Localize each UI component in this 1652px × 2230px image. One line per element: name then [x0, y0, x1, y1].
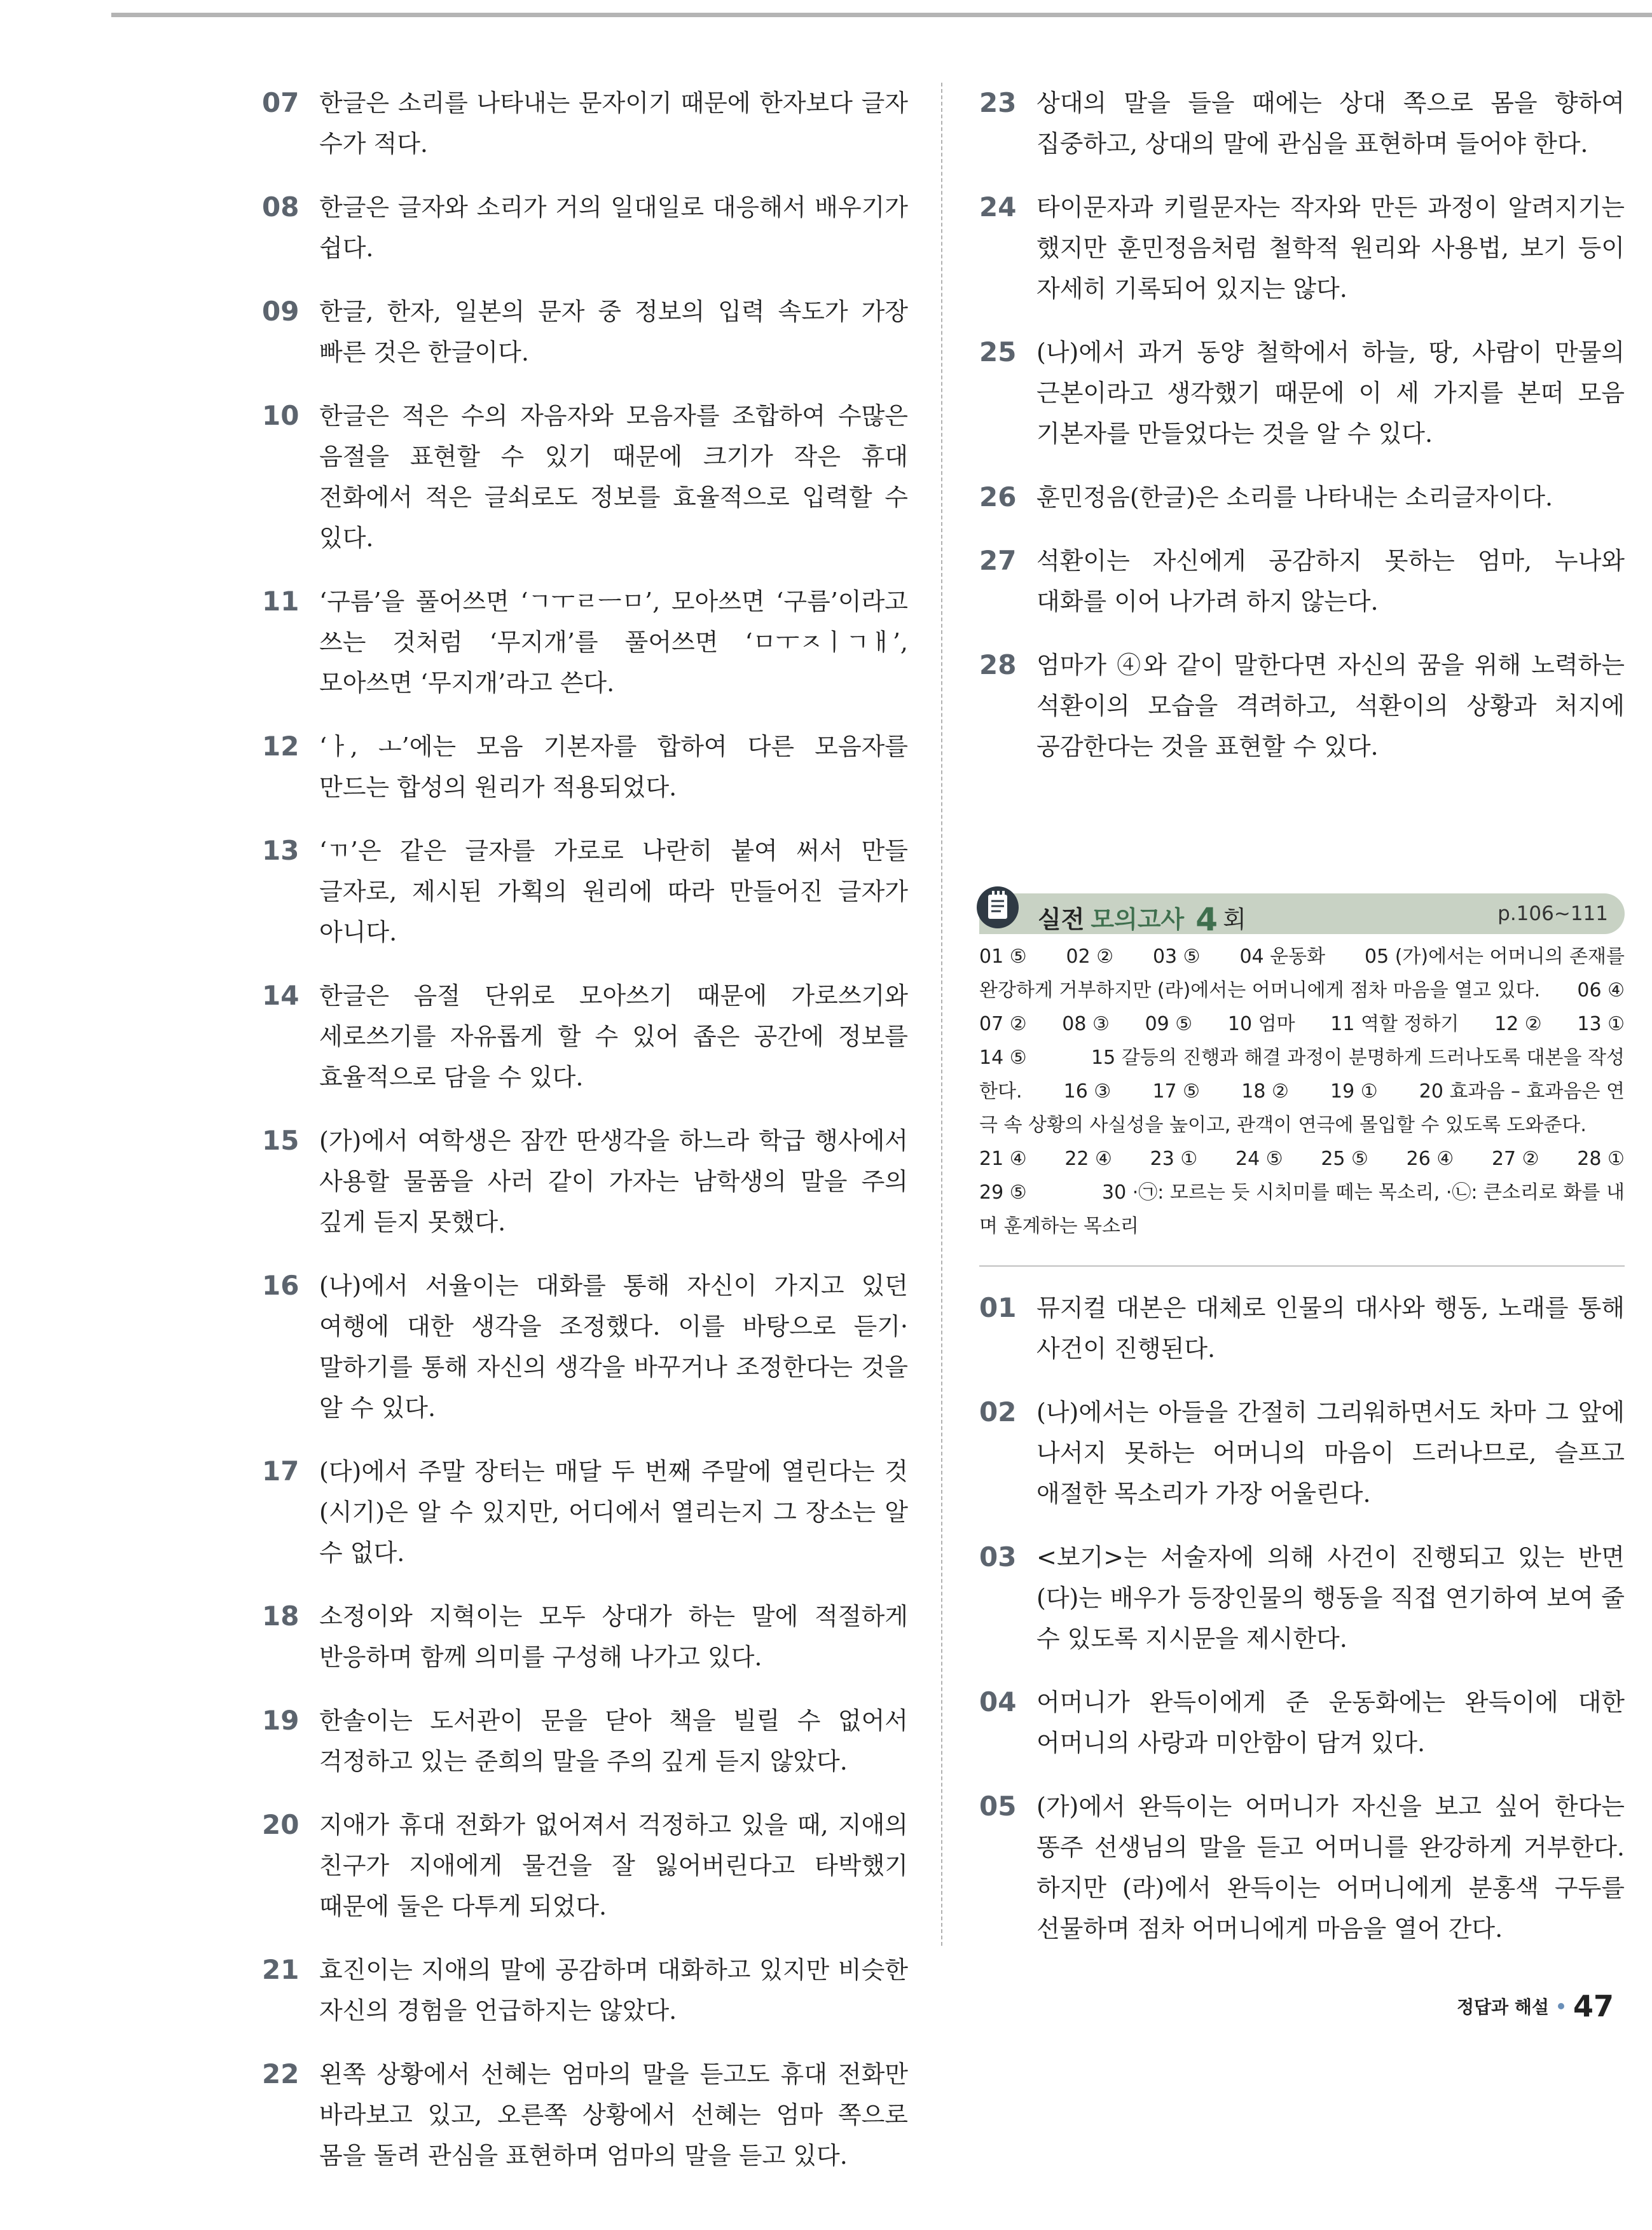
answer-cell: 06 ④: [1577, 979, 1625, 1001]
item-number: 11: [262, 586, 299, 617]
answer-cell: 18 ②: [1241, 1080, 1289, 1103]
answer-cell: 05 (가)에서는 어머니의 존재를: [1364, 946, 1625, 968]
answer-cell: 14 ⑤: [979, 1047, 1027, 1069]
title-prefix: 실전: [1038, 905, 1085, 933]
item-text: 한글은 글자와 소리가 거의 일대일로 대응해서 배우기가 쉽다.: [319, 193, 908, 262]
column-divider: [941, 83, 942, 1946]
item-number: 01: [979, 1292, 1017, 1323]
answer-cell: 16 ③: [1063, 1080, 1112, 1103]
explanation-item: [979, 187, 1625, 309]
answer-cell: 30 ·㉠: 모르는 듯 시치미를 떼는 목소리, ·㉡: 큰소리로 화를 내: [1102, 1181, 1625, 1204]
explanation-item: [979, 645, 1625, 767]
page-range: p.106~111: [1497, 902, 1608, 925]
answer-cell: 22 ④: [1064, 1148, 1112, 1170]
item-number: 24: [979, 191, 1017, 223]
answer-divider: [979, 1265, 1625, 1267]
item-text: (나)에서는 아들을 간절히 그리워하면서도 차마 그 앞에 나서지 못하는 어머니의 마음이 드러나므로, 슬프고 애절한 목소리가 가장 어울린다.: [1036, 1398, 1625, 1508]
item-text: (다)에서 주말 장터는 매달 두 번째 주말에 열린다는 것(시기)은 알 수 있지만, 어디에서 열리는지 그 장소는 알 수 없다.: [319, 1457, 908, 1567]
explanation-item: [262, 1120, 908, 1242]
title-accent: 모의고사: [1091, 905, 1185, 933]
answer-cell: 한다.: [979, 1080, 1022, 1103]
answer-cell: 08 ③: [1062, 1013, 1110, 1035]
answer-key: [979, 940, 1625, 1243]
notepad-icon: [975, 881, 1020, 932]
answer-row: [979, 1176, 1625, 1209]
item-text: 소정이와 지혁이는 모두 상대가 하는 말에 적절하게 반응하며 함께 의미를 구성해 나가고 있다.: [319, 1602, 908, 1671]
answer-cell: 29 ⑤: [979, 1181, 1027, 1204]
explanation-item: [979, 540, 1625, 622]
answer-cell: 03 ⑤: [1152, 946, 1201, 968]
item-text: 타이문자과 키릴문자는 작자와 만든 과정이 알려지기는 했지만 훈민정음처럼 철학적 원리와 사용법, 보기 등이 자세히 기록되어 있지는 않다.: [1036, 193, 1625, 303]
item-number: 25: [979, 336, 1017, 368]
explanation-item: [979, 1537, 1625, 1659]
explanation-item: [262, 1700, 908, 1782]
item-text: 왼쪽 상황에서 선혜는 엄마의 말을 듣고도 휴대 전화만 바라보고 있고, 오른쪽 상황에서 선혜는 엄마 쪽으로 몸을 돌려 관심을 표현하며 엄마의 말을 듣고 있다.: [319, 2060, 908, 2170]
answer-cell: 01 ⑤: [979, 946, 1027, 968]
answer-cell: 극 속 상황의 사실성을 높이고, 관객이 연극에 몰입할 수 있도록 도와준다.: [979, 1114, 1587, 1136]
item-number: 09: [262, 296, 299, 327]
answer-row: [979, 1041, 1625, 1075]
explanation-item: [979, 1392, 1625, 1514]
answer-cell: 21 ④: [979, 1148, 1027, 1170]
item-text: 석환이는 자신에게 공감하지 못하는 엄마, 누나와 대화를 이어 나가려 하지 않는다.: [1036, 547, 1625, 616]
explanation-item: [262, 83, 908, 164]
explanation-item: [979, 1682, 1625, 1763]
explanation-item: [262, 1451, 908, 1573]
answer-cell: 며 훈계하는 목소리: [979, 1215, 1139, 1237]
item-number: 16: [262, 1270, 299, 1301]
answer-cell: 02 ②: [1066, 946, 1114, 968]
explanation-item: [262, 291, 908, 373]
answer-row: [979, 1007, 1625, 1041]
explanation-item: [262, 1596, 908, 1677]
item-number: 07: [262, 87, 299, 118]
explanation-item: [262, 1950, 908, 2031]
answer-cell: 13 ①: [1577, 1013, 1625, 1035]
item-number: 26: [979, 481, 1017, 513]
top-rule: [111, 13, 1652, 17]
answer-cell: 27 ②: [1491, 1148, 1539, 1170]
explanation-item: [262, 726, 908, 808]
item-text: 지애가 휴대 전화가 없어져서 걱정하고 있을 때, 지애의 친구가 지애에게 물건을 잘 잃어버린다고 타박했기 때문에 둘은 다투게 되었다.: [319, 1811, 908, 1920]
section-title: [1038, 900, 1246, 938]
item-number: 10: [262, 400, 299, 431]
answer-cell: 17 ⑤: [1152, 1080, 1201, 1103]
item-number: 04: [979, 1686, 1017, 1717]
answer-row: [979, 940, 1625, 974]
item-text: ‘ㅏ, ㅗ’에는 모음 기본자를 합하여 다른 모음자를 만드는 합성의 원리가 적용되었다.: [319, 733, 908, 801]
item-number: 12: [262, 731, 299, 762]
item-text: 한글은 음절 단위로 모아쓰기 때문에 가로쓰기와 세로쓰기를 자유롭게 할 수 있어 좁은 공간에 정보를 효율적으로 담을 수 있다.: [319, 982, 908, 1091]
answer-cell: 09 ⑤: [1145, 1013, 1193, 1035]
explanation-item: [262, 1265, 908, 1428]
exam-number: 4: [1195, 901, 1218, 938]
item-text: 효진이는 지애의 말에 공감하며 대화하고 있지만 비슷한 자신의 경험을 언급하지는 않았다.: [319, 1956, 908, 2025]
item-number: 20: [262, 1809, 299, 1840]
item-text: <보기>는 서술자에 의해 사건이 진행되고 있는 반면 (다)는 배우가 등장인물의 행동을 직접 연기하여 보여 줄 수 있도록 지시문을 제시한다.: [1036, 1543, 1625, 1653]
item-text: ‘구름’을 풀어쓰면 ‘ㄱㅜㄹㅡㅁ’, 모아쓰면 ‘구름’이라고 쓰는 것처럼 ‘무지개’를 풀어쓰면 ‘ㅁㅜㅈㅣㄱㅐ’, 모아쓰면 ‘무지개’라고 쓴다.: [319, 588, 908, 697]
page-footer: [1457, 1989, 1614, 2023]
item-text: 뮤지컬 대본은 대체로 인물의 대사와 행동, 노래를 통해 사건이 진행된다.: [1036, 1294, 1625, 1363]
item-number: 02: [979, 1396, 1017, 1428]
explanation-item: [979, 332, 1625, 454]
answer-row: [979, 1108, 1625, 1142]
answer-cell: 25 ⑤: [1321, 1148, 1368, 1170]
explanation-item: [262, 2054, 908, 2176]
item-text: 어머니가 완득이에게 준 운동화에는 완득이에 대한 어머니의 사랑과 미안함이 담겨 있다.: [1036, 1688, 1625, 1757]
item-number: 15: [262, 1125, 299, 1156]
explanation-item: [262, 1805, 908, 1927]
item-number: 27: [979, 545, 1017, 576]
answer-cell: 19 ①: [1330, 1080, 1378, 1103]
left-column: [262, 83, 908, 2199]
item-number: 23: [979, 87, 1017, 118]
item-text: 한솔이는 도서관이 문을 닫아 책을 빌릴 수 없어서 걱정하고 있는 준희의 말을 주의 깊게 듣지 않았다.: [319, 1707, 908, 1775]
item-text: 한글은 소리를 나타내는 문자이기 때문에 한자보다 글자 수가 적다.: [319, 89, 908, 158]
item-text: ‘ㄲ’은 같은 글자를 가로로 나란히 붙여 써서 만들 글자로, 제시된 가획의 원리에 따라 만들어진 글자가 아니다.: [319, 837, 908, 946]
answer-row: [979, 1075, 1625, 1108]
item-number: 21: [262, 1954, 299, 1985]
item-text: 엄마가 ④와 같이 말한다면 자신의 꿈을 위해 노력하는 석환이의 모습을 격려하고, 석환이의 상황과 처지에 공감한다는 것을 표현할 수 있다.: [1036, 651, 1625, 761]
item-text: 한글은 적은 수의 자음자와 모음자를 조합하여 수많은 음절을 표현할 수 있기 때문에 크기가 작은 휴대 전화에서 적은 글쇠로도 정보를 효율적으로 입력할 수 있다.: [319, 402, 908, 552]
item-text: (가)에서 완득이는 어머니가 자신을 보고 싶어 한다는 똥주 선생님의 말을 듣고 어머니를 완강하게 거부한다. 하지만 (라)에서 완득이는 어머니에게 분홍색 구두를 선물하며 점차 어머니에게 마음을 열어 간다.: [1036, 1793, 1625, 1943]
footer-label: 정답과 해설: [1456, 1997, 1549, 2018]
item-text: (나)에서 과거 동양 철학에서 하늘, 땅, 사람이 만물의 근본이라고 생각했기 때문에 이 세 가지를 본떠 모음 기본자를 만들었다는 것을 알 수 있다.: [1036, 338, 1625, 448]
footer-dot: [1558, 2003, 1564, 2009]
item-number: 19: [262, 1705, 299, 1736]
item-text: 상대의 말을 들을 때에는 상대 쪽으로 몸을 향하여 집중하고, 상대의 말에 관심을 표현하며 들어야 한다.: [1036, 89, 1625, 158]
answer-cell: 15 갈등의 진행과 해결 과정이 분명하게 드러나도록 대본을 작성: [1091, 1047, 1625, 1069]
answer-cell: 24 ⑤: [1235, 1148, 1283, 1170]
explanation-item: [979, 477, 1625, 518]
answer-cell: 완강하게 거부하지만 (라)에서는 어머니에게 점차 마음을 열고 있다.: [979, 979, 1541, 1001]
title-suffix: 회: [1223, 905, 1246, 933]
answer-cell: 04 운동화: [1239, 946, 1326, 968]
item-number: 03: [979, 1541, 1017, 1573]
answer-cell: 07 ②: [979, 1013, 1027, 1035]
answer-cell: 11 역할 정하기: [1330, 1013, 1459, 1035]
item-text: (나)에서 서율이는 대화를 통해 자신이 가지고 있던 여행에 대한 생각을 조정했다. 이를 바탕으로 듣기·말하기를 통해 자신의 생각을 바꾸거나 조정한다는 것을 알 수 있다.: [319, 1272, 908, 1422]
explanation-item: [262, 396, 908, 558]
answer-cell: 20 효과음 – 효과음은 연: [1419, 1080, 1625, 1103]
page-number: 47: [1573, 1989, 1614, 2023]
explanation-item: [262, 975, 908, 1098]
answer-cell: 26 ④: [1406, 1148, 1454, 1170]
item-text: 훈민정음(한글)은 소리를 나타내는 소리글자이다.: [1036, 483, 1553, 511]
answer-cell: 12 ②: [1494, 1013, 1542, 1035]
item-number: 08: [262, 191, 299, 223]
item-text: 한글, 한자, 일본의 문자 중 정보의 입력 속도가 가장 빠른 것은 한글이다.: [319, 298, 908, 366]
section-banner: [979, 893, 1625, 938]
explanation-item: [979, 83, 1625, 164]
explanation-item: [262, 830, 908, 953]
explanation-item: [979, 1786, 1625, 1949]
answer-cell: 23 ①: [1150, 1148, 1198, 1170]
item-number: 22: [262, 2058, 299, 2089]
item-number: 18: [262, 1600, 299, 1632]
answer-cell: 28 ①: [1577, 1148, 1625, 1170]
answer-row: [979, 1209, 1625, 1243]
explanation-item: [979, 1288, 1625, 1369]
item-number: 28: [979, 649, 1017, 680]
answer-row: [979, 1142, 1625, 1176]
item-number: 17: [262, 1456, 299, 1487]
explanation-item: [262, 581, 908, 703]
item-number: 14: [262, 980, 299, 1011]
item-number: 05: [979, 1791, 1017, 1822]
item-number: 13: [262, 835, 299, 866]
item-text: (가)에서 여학생은 잠깐 딴생각을 하느라 학급 행사에서 사용할 물품을 사러 같이 가자는 남학생의 말을 주의 깊게 듣지 못했다.: [319, 1127, 908, 1236]
right-column-top: [979, 83, 1625, 790]
right-column-bottom: [979, 1288, 1625, 1972]
answer-row: [979, 974, 1625, 1007]
answer-cell: 10 엄마: [1227, 1013, 1295, 1035]
explanation-item: [262, 187, 908, 268]
